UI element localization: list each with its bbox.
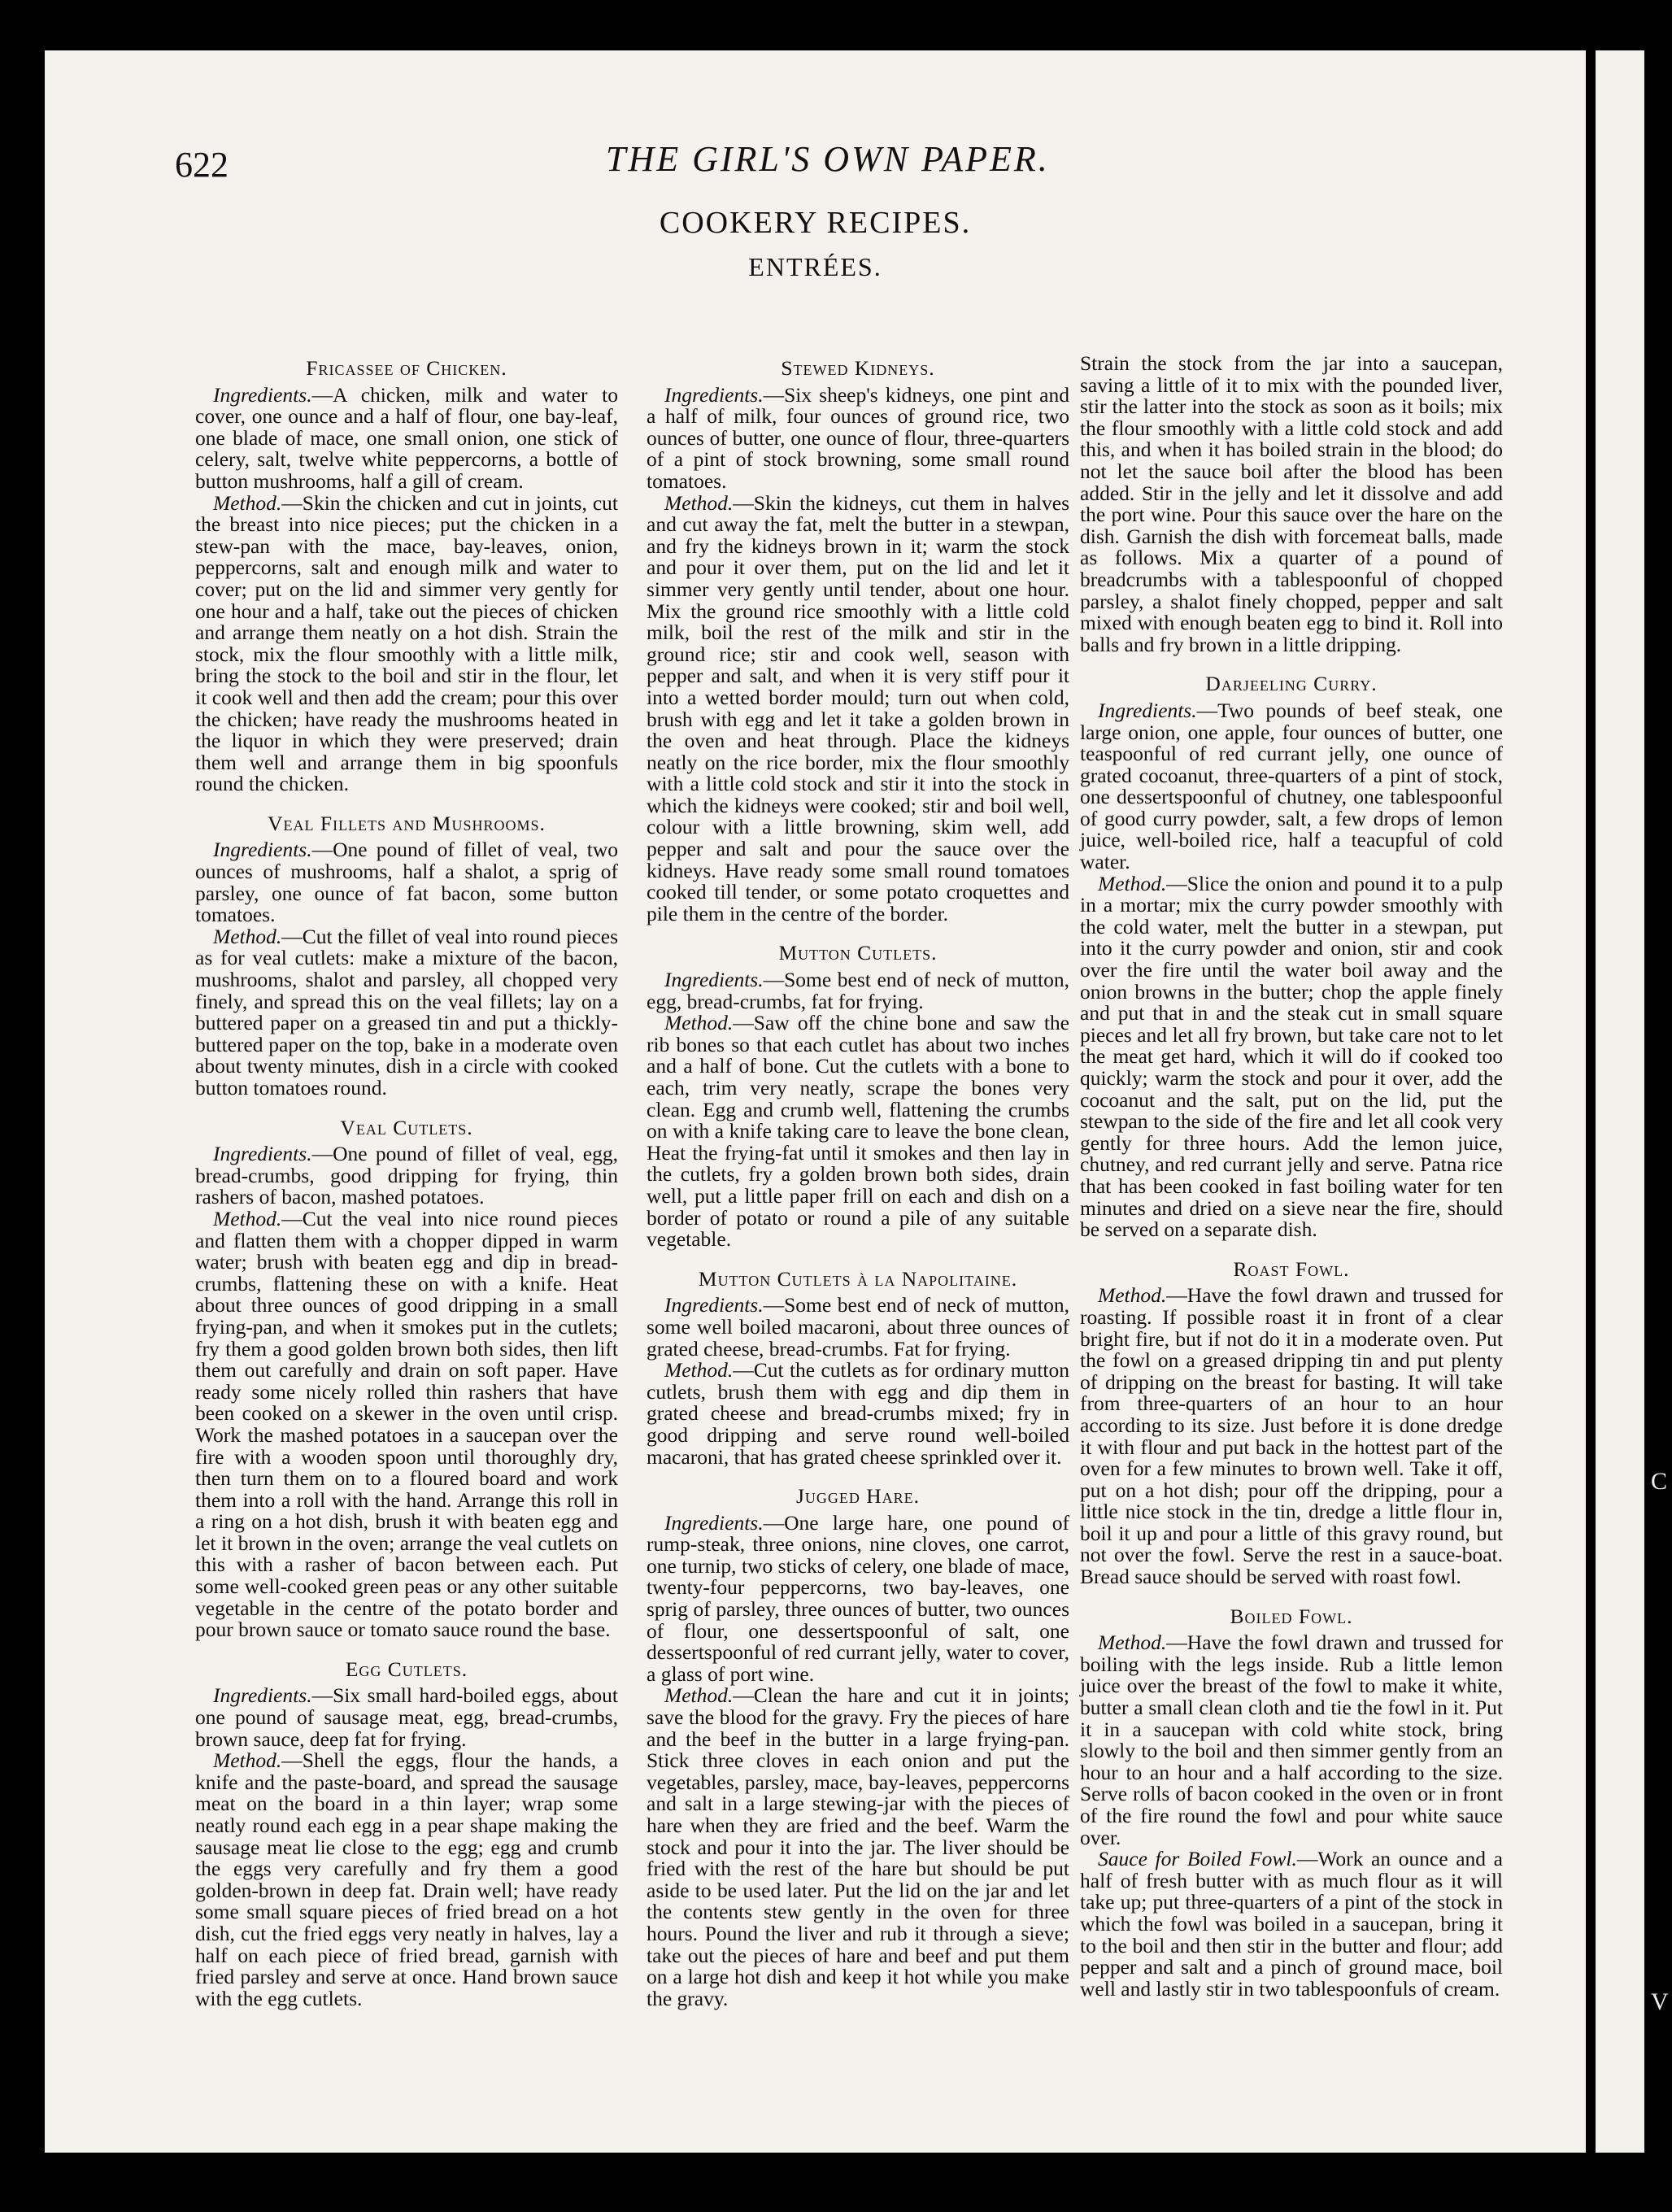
method-paragraph — [1080, 1285, 1503, 1587]
ingredients-label: Ingredients. — [213, 1683, 312, 1708]
recipe-title: Fricassee of Chicken. — [306, 356, 507, 380]
ingredients-label: Ingredients. — [664, 968, 764, 992]
ingredients-label: Ingredients. — [1098, 698, 1197, 722]
recipe-title: Jugged Hare. — [795, 1484, 921, 1509]
edge-letter: C — [1651, 1468, 1668, 1495]
method-paragraph — [195, 926, 618, 1099]
method-paragraph — [647, 490, 1069, 925]
ingredients-label: Ingredients. — [213, 838, 312, 862]
method-paragraph — [1080, 873, 1503, 1241]
method-text: —Have the fowl drawn and trussed for roasting. If possible roast it in front of a clear bright fire, but if not do it in a moderate oven. Put the fowl on a greased dripping tin and put plenty of dripping on the breast for basting. It will take from three-quarters of an hour to an hour according to its size. Just before it is done dredge it with flour and put back in the hottest part of the oven for a few minutes to brown well. Take it off, put on a hot dish; pour off the dripping, pour a little nice stock in the tin, dredge a little flour in, boil it up and pour a little of this gravy round, but not over the fowl. Serve the rest in a sauce-boat. Bread sauce should be served with roast fowl. — [1080, 1283, 1503, 1589]
method-paragraph — [647, 1360, 1069, 1468]
recipe-title: Egg Cutlets. — [345, 1657, 468, 1681]
method-label: Method. — [213, 490, 282, 515]
recipe-title: Veal Fillets and Mushrooms. — [268, 811, 546, 835]
method-paragraph — [647, 1685, 1069, 2010]
ingredients-paragraph — [647, 1295, 1069, 1360]
ingredients-paragraph — [195, 839, 618, 925]
ingredients-text: —Two pounds of beef steak, one large onion, one apple, four ounces of butter, one teaspoonful of red currant jelly, one ounce of grated cocoanut, three-quarters of a pint of stock, one dessertspoonful of chutney, one tablespoonful of good curry powder, salt, a few drops of lemon juice, well-boiled rice, half a teacupful of cold water. — [1080, 698, 1503, 874]
method-text: —Skin the chicken and cut in joints, cut the breast into nice pieces; put the chicken in a stew-pan with the mace, bay-leaves, onion, peppercorns, salt and enough milk and water to cover; put on the lid and simmer very gently for one hour and a half, take out the pieces of chicken and arrange them neatly on a hot dish. Strain the stock, mix the flour smoothly with a little milk, bring the stock to the boil and stir in the flour, let it cook well and then add the cream; pour this over the chicken; have ready the mushrooms heated in the liquor in which they were preserved; drain them well and arrange them in big spoonfuls round the chicken. — [195, 490, 618, 796]
recipe-title: Stewed Kidneys. — [781, 356, 935, 380]
recipe-title: Boiled Fowl. — [1230, 1604, 1353, 1628]
method-text: —Saw off the chine bone and saw the rib bones so that each cutlet has about two inches and a half of bone. Cut the cutlets with a bone to each, trim very neatly, scrape the bones very clean. Egg and crumb well, flattening the crumbs on with a knife taking care to leave the bone clean, Heat the frying-fat until it smokes and then lay in the cutlets, fry a golden brown both sides, drain well, put a little paper frill on each and dish on a border of potato or round a pile of any suitable vegetable. — [647, 1011, 1069, 1252]
method-text: —Cut the cutlets as for ordinary mutton cutlets, brush them with egg and dip them in grated cheese and bread-crumbs mixed; fry in good dripping and serve round well-boiled macaroni, that has grated cheese sprinkled over it. — [647, 1358, 1069, 1469]
ingredients-text: —Six small hard-boiled eggs, about one pound of sausage meat, egg, bread-crumbs, brown sauce, deep fat for frying. — [195, 1683, 618, 1751]
method-paragraph — [1080, 1632, 1503, 1848]
ingredients-label: Ingredients. — [213, 1142, 312, 1166]
method-paragraph — [647, 1012, 1069, 1251]
ingredients-label: Ingredients. — [664, 382, 764, 407]
text-column-3 — [1080, 353, 1503, 2000]
sauce-label: Sauce for Boiled Fowl. — [1098, 1847, 1297, 1871]
ingredients-text: —One large hare, one pound of rump-steak, three onions, nine cloves, one carrot, one turnip, two sticks of celery, one blade of mace, twenty-four peppercorns, two bay-leaves, one sprig of parsley, three ounces of butter, two ounces of flour, one dessertspoonful of salt, one dessertspoonful of red currant jelly, water to cover, a glass of port wine. — [647, 1510, 1069, 1686]
ingredients-paragraph — [647, 969, 1069, 1012]
section-subtitle: ENTRÉES. — [748, 252, 882, 281]
recipe-title: Roast Fowl. — [1233, 1256, 1350, 1281]
method-label: Method. — [1098, 871, 1167, 895]
running-head: THE GIRL'S OWN PAPER. — [606, 139, 1050, 179]
recipe-title: Darjeeling Curry. — [1205, 672, 1378, 696]
method-text: —Shell the eggs, flour the hands, a knife and the paste-board, and spread the sausage meat on the board in a thin layer; wrap some neatly round each egg in a pear shape making the sausage meat lie close to the egg; egg and crumb the eggs very carefully and fry them a good golden-brown in deep fat. Drain well; have ready some small square pieces of fried bread on a hot dish, cut the fried eggs very neatly in halves, lay a half on each piece of fried bread, garnish with fried parsley and serve at once. Hand brown sauce with the egg cutlets. — [195, 1748, 618, 2010]
ingredients-text: —One pound of fillet of veal, two ounces of mushrooms, half a shalot, a sprig of parsley, one ounce of fat bacon, some button tomatoes. — [195, 838, 618, 927]
method-paragraph — [195, 1208, 618, 1641]
method-label: Method. — [664, 490, 734, 515]
ingredients-paragraph — [647, 1510, 1069, 1686]
method-label: Method. — [213, 924, 282, 948]
method-label: Method. — [664, 1011, 734, 1035]
continued-paragraph: Strain the stock from the jar into a saucepan, saving a little of it to mix with the pounded liver, stir the latter into the stock as soon as it boils; mix the flour smoothly with a little cold stock and add this, and when it has boiled strain in the blood; do not let the sauce boil after the blood has been added. Stir in the jelly and let it dissolve and add the port wine. Pour this sauce over the hare on the dish. Garnish the dish with forcemeat balls, made as follows. Mix a quarter of a pound of breadcrumbs with a tablespoonful of chopped parsley, a shalot finely chopped, pepper and salt mixed with enough beaten egg to bind it. Roll into balls and fry brown in a little dripping. — [1080, 351, 1503, 656]
method-label: Method. — [213, 1748, 282, 1773]
recipe-title: Mutton Cutlets à la Napolitaine. — [698, 1266, 1018, 1291]
method-text: —Skin the kidneys, cut them in halves and cut away the fat, melt the butter in a stewpan, and fry the kidneys brown in it; warm the stock and pour it over them, put on the lid and let it simmer very gently until tender, about one hour. Mix the ground rice smoothly with a little cold milk, boil the rest of the milk and stir in the ground rice; stir and cook well, season with pepper and salt, and when it is very stiff pour it into a wetted border mould; turn out when cold, brush with egg and let it take a golden brown in the oven and heat through. Place the kidneys neatly on the rice border, mix the flour smoothly with a little cold stock and stir it into the stock in which the kidneys were cooked; stir and boil well, colour with a little browning, skim well, add pepper and salt and pour the sauce over the kidneys. Have ready some small round tomatoes cooked till tender, or some potato croquettes and pile them in the centre of the border. — [647, 490, 1069, 925]
magazine-page — [45, 50, 1586, 2153]
method-paragraph — [195, 1750, 618, 2010]
sauce-text: —Work an ounce and a half of fresh butter with as much flour as it will take up; put three-quarters of a pint of the stock in which the fowl was boiled in a saucepan, bring it to the boil and then stir in the butter and flour; add pepper and salt and a pinch of ground mace, boil well and lastly stir in two tablespoonfuls of cream. — [1080, 1847, 1503, 2001]
method-text: —Cut the veal into nice round pieces and flatten them with a chopper dipped in warm water; brush with beaten egg and dip in bread-crumbs, flattening these on with a knife. Heat about three ounces of good dripping in a small frying-pan, and when it smokes put in the cutlets; fry them a good golden brown both sides, then lift them out carefully and drain on soft paper. Have ready some nicely rolled thin rashers that have been cooked on a skewer in the oven until crisp. Work the mashed potatoes in a saucepan over the fire with a wooden spoon until thoroughly dry, then turn them on to a floured board and work them into a roll with the hand. Arrange this roll in a ring on a hot dish, brush it with beaten egg and let it brown in the oven; arrange the veal cutlets on this with a rasher of bacon between each. Put some well-cooked green peas or any other suitable vegetable in the centre of the potato border and pour brown sauce or tomato sauce round the base. — [195, 1206, 618, 1642]
method-text: —Slice the onion and pound it to a pulp in a mortar; mix the curry powder smoothly with the cold water, melt the butter in a stewpan, put into it the curry powder and onion, stir and cook over the fire until the water boil away and the onion browns in the butter; chop the apple finely and put that in and the steak cut in small square pieces and let all fry brown, but take care not to let the meat get hard, which it will do if cooked too quickly; warm the stock and pour it over, add the cocoanut and the salt, put on the lid, put the stewpan to the side of the fire and let all cook very gently for three hours. Add the lemon juice, chutney, and red currant jelly and serve. Patna rice that has been cooked in fast boiling water for ten minutes and dried on a sieve near the fire, should be served on a separate dish. — [1080, 871, 1503, 1242]
ingredients-text: —A chicken, milk and water to cover, one ounce and a half of flour, one bay-leaf, one blade of mace, one small onion, one stick of celery, salt, twelve white peppercorns, a bottle of button mushrooms, half a gill of cream. — [195, 382, 618, 493]
ingredients-paragraph — [1080, 700, 1503, 873]
sauce-paragraph — [1080, 1848, 1503, 2000]
method-label: Method. — [664, 1683, 734, 1708]
ingredients-label: Ingredients. — [664, 1293, 764, 1317]
method-paragraph — [195, 490, 618, 796]
method-text: —Clean the hare and cut it in joints; save the blood for the gravy. Fry the pieces of hare and the beef in the butter in a large frying-pan. Stick three cloves in each onion and put the vegetables, parsley, mace, bay-leaves, peppercorns and salt in a large stewing-jar with the pieces of hare when they are fried and the beef. Warm the stock and pour it into the jar. The liver should be fried with the rest of the hare but should be put aside to be used later. Put the lid on the jar and let the contents stew gently in the oven for three hours. Pound the liver and rub it through a sieve; take out the pieces of hare and beef and put them on a large hot dish and keep it hot while you make the gravy. — [647, 1683, 1069, 2010]
method-label: Method. — [664, 1358, 734, 1382]
ingredients-text: —One pound of fillet of veal, egg, bread-crumbs, good dripping for frying, thin rashers of bacon, mashed potatoes. — [195, 1142, 618, 1209]
recipe-title: Mutton Cutlets. — [778, 941, 938, 965]
method-label: Method. — [1098, 1283, 1167, 1308]
method-label: Method. — [1098, 1631, 1167, 1655]
page-title: COOKERY RECIPES. — [659, 206, 972, 240]
ingredients-paragraph — [195, 382, 618, 493]
edge-letter: V — [1651, 1988, 1669, 2015]
ingredients-paragraph — [647, 382, 1069, 493]
ingredients-text: —Six sheep's kidneys, one pint and a half of milk, four ounces of ground rice, two ounces of butter, one ounce of flour, three-quarters of a pint of stock browning, some small round tomatoes. — [647, 382, 1069, 493]
ingredients-text: —Some best end of neck of mutton, some well boiled macaroni, about three ounces of grated cheese, bread-crumbs. Fat for frying. — [647, 1293, 1069, 1361]
text-column-2 — [647, 358, 1069, 2010]
method-text: —Have the fowl drawn and trussed for boiling with the legs inside. Rub a little lemon juice over the breast of the fowl to make it white, butter a small clean cloth and tie the fowl in it. Put it in a saucepan with cold white stock, bring slowly to the boil and then simmer gently from an hour to an hour and a half according to the size. Serve rolls of bacon cooked in the oven or in front of the fire round the fowl and pour white sauce over. — [1080, 1631, 1503, 1849]
recipe-title: Veal Cutlets. — [340, 1115, 473, 1139]
method-label: Method. — [213, 1206, 282, 1230]
ingredients-paragraph — [195, 1685, 618, 1750]
ingredients-label: Ingredients. — [213, 382, 312, 407]
adjacent-page-strip — [1596, 50, 1644, 2153]
method-text: —Cut the fillet of veal into round pieces as for veal cutlets: make a mixture of the bacon, mushrooms, shalot and parsley, all chopped very finely, and spread this on the veal fillets; lay on a buttered paper on a greased tin and put a thickly-buttered paper on the top, bake in a moderate oven about twenty minutes, dish in a circle with cooked button tomatoes round. — [195, 924, 618, 1099]
ingredients-text: —Some best end of neck of mutton, egg, bread-crumbs, fat for frying. — [647, 968, 1069, 1013]
ingredients-paragraph — [195, 1143, 618, 1208]
text-column-1 — [195, 358, 618, 2010]
page-number: 622 — [175, 145, 229, 185]
ingredients-label: Ingredients. — [664, 1510, 764, 1535]
